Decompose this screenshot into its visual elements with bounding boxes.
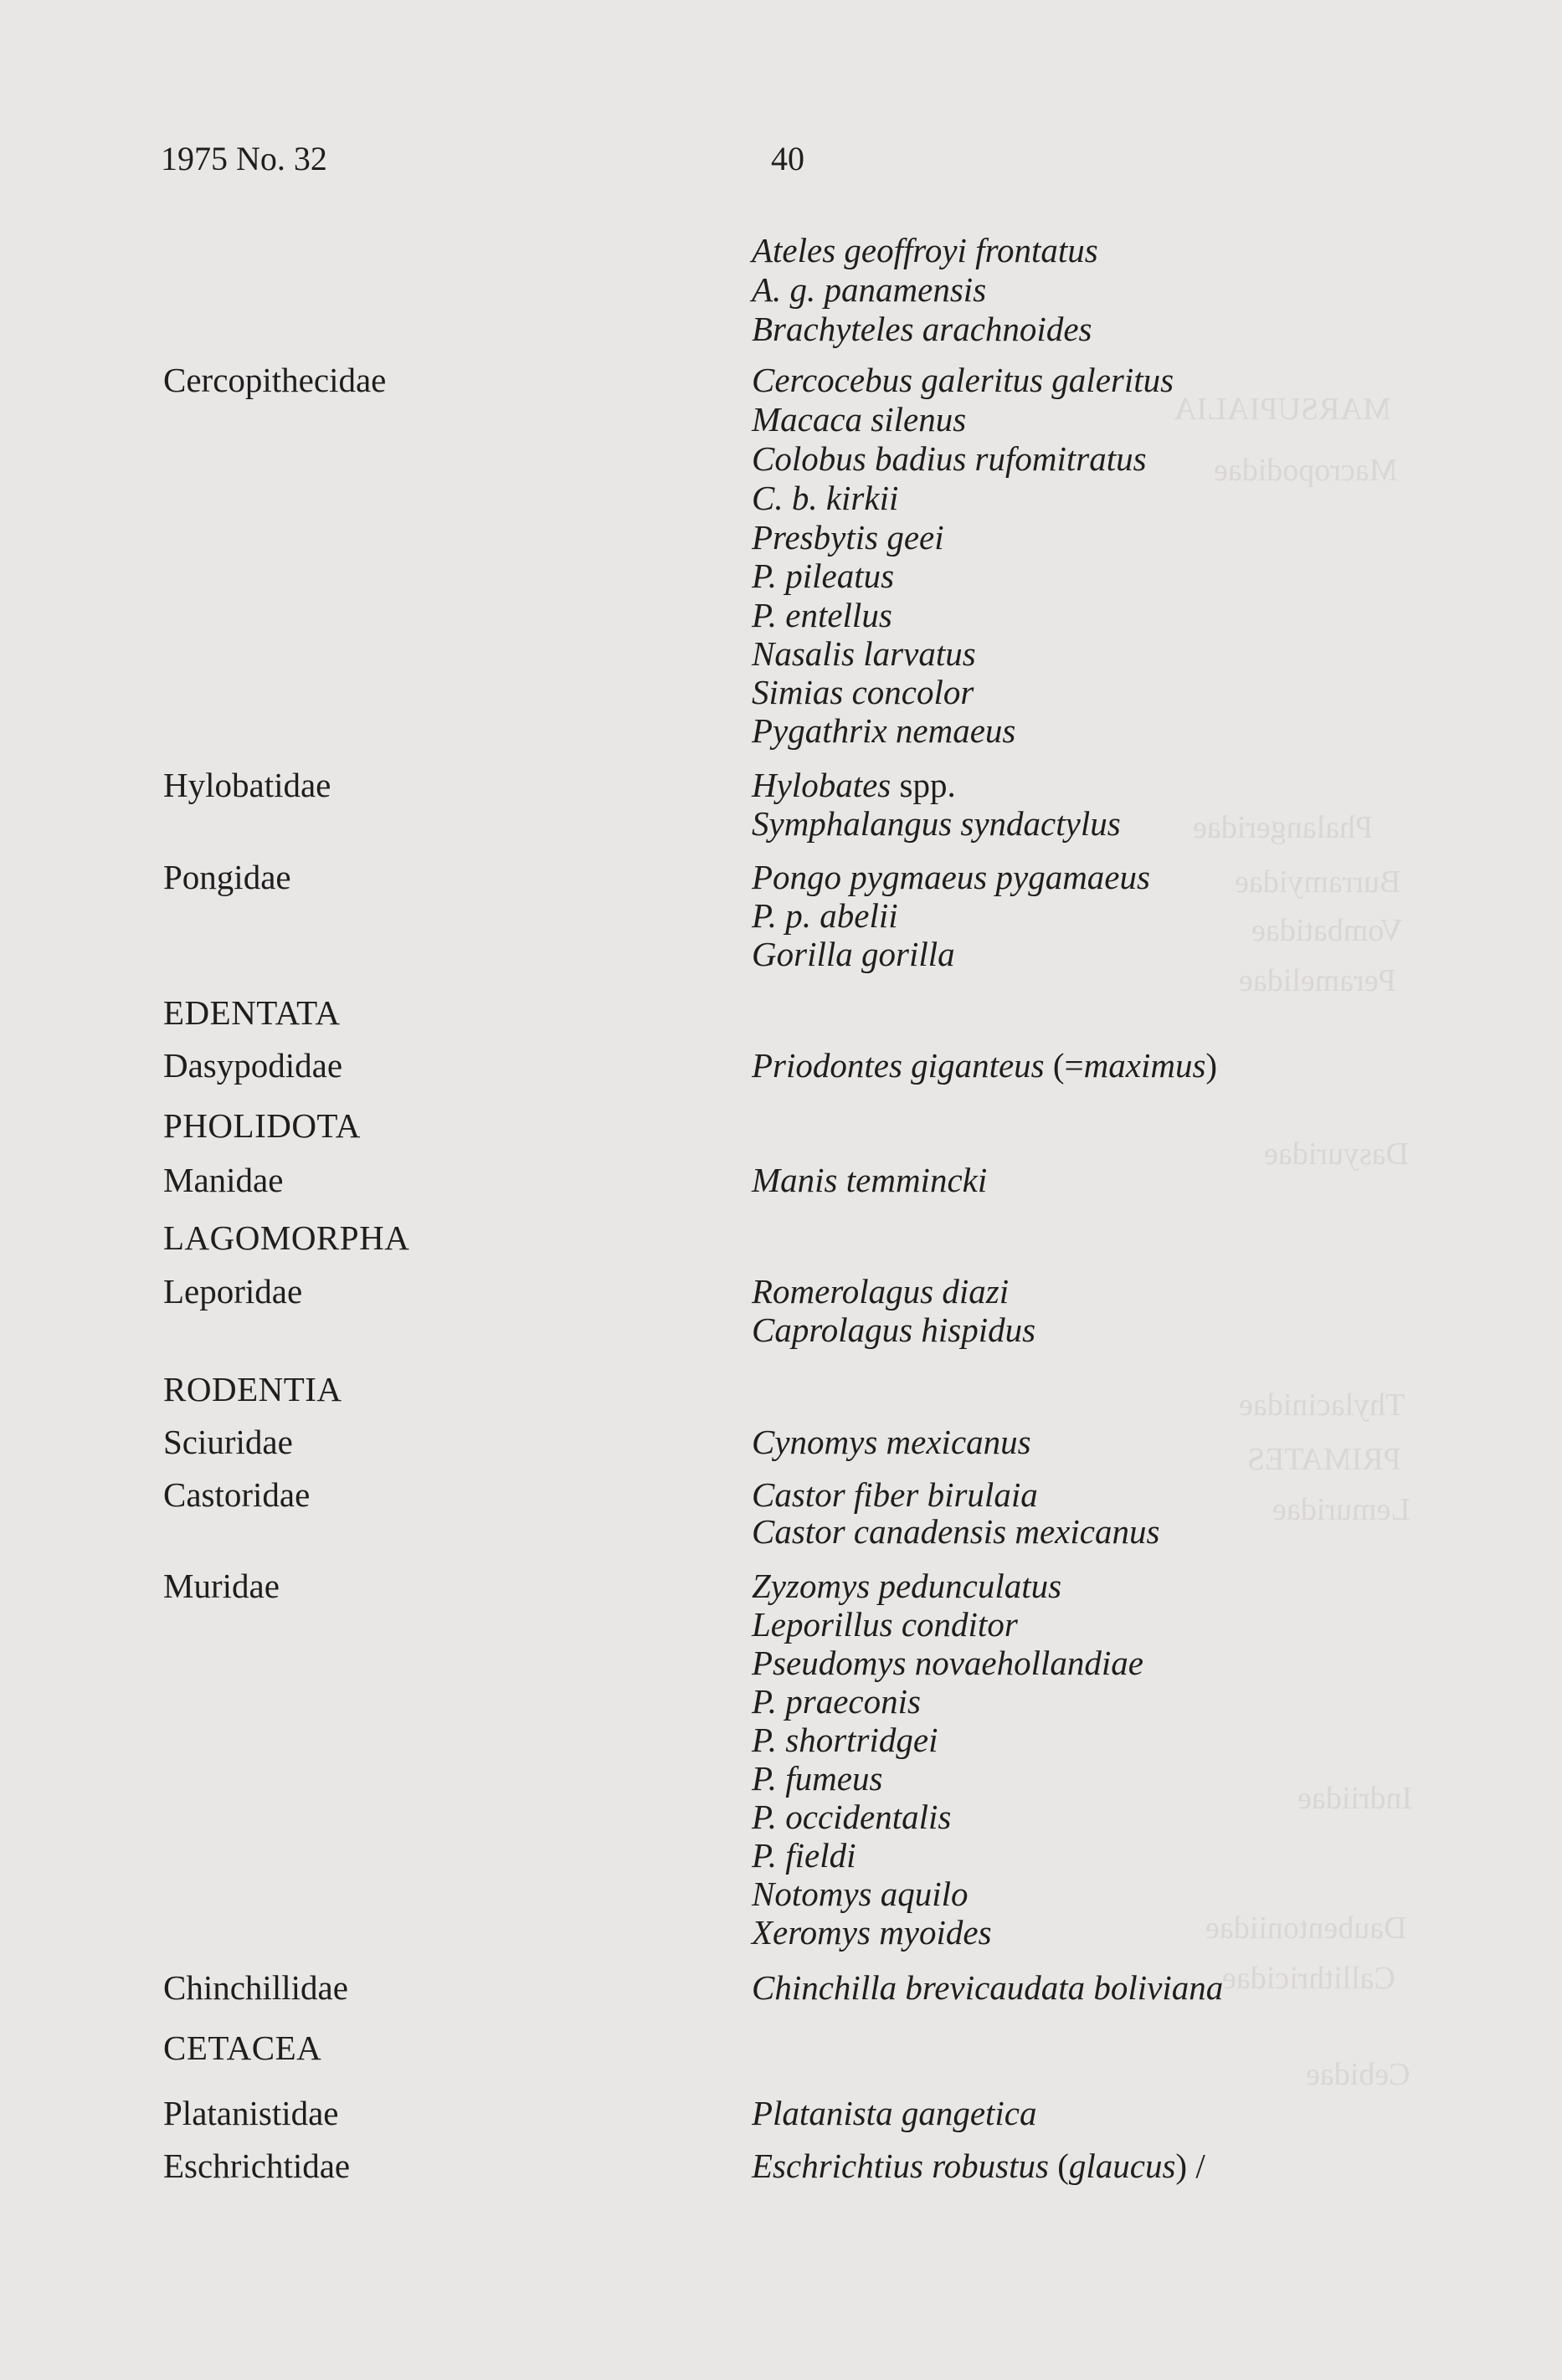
species-note: (= [1044, 1046, 1084, 1085]
species-synonym: maximus [1083, 1046, 1206, 1085]
family-label: Pongidae [163, 858, 291, 896]
species-binomial: Brachyteles arachnoides [752, 310, 1092, 348]
species-binomial: Platanista gangetica [752, 2094, 1037, 2132]
species-name [752, 1272, 1010, 1311]
show-through-label: Daubentoniidae [1205, 1911, 1407, 1946]
show-through-label: Burramyidae [1235, 864, 1401, 900]
family-label: Chinchillidae [163, 1968, 348, 2007]
show-through-label: Vombatidae [1251, 913, 1403, 948]
species-name [752, 1913, 992, 1952]
species-binomial: Symphalangus syndactylus [752, 804, 1121, 843]
show-through-label: Indriidae [1297, 1781, 1413, 1816]
show-through-label: Callithricidae [1222, 1961, 1395, 1996]
species-name [752, 804, 1121, 843]
species-name [752, 598, 892, 633]
species-binomial: Ateles geoffroyi frontatus [752, 231, 1098, 269]
species-binomial: P. pileatus [752, 557, 895, 595]
order-heading: PHOLIDOTA [163, 1106, 361, 1145]
family-label: Leporidae [163, 1272, 303, 1311]
species-binomial: Notomys aquilo [752, 1875, 969, 1913]
order-heading: RODENTIA [163, 1370, 342, 1408]
show-through-label: PRIMATES [1247, 1442, 1401, 1477]
show-through-label: Peramelidae [1239, 963, 1396, 998]
species-name [752, 1877, 969, 1911]
order-heading: LAGOMORPHA [163, 1218, 410, 1257]
species-name [752, 439, 1147, 478]
species-name [752, 937, 955, 972]
species-binomial: Pongo pygmaeus pygamaeus [752, 858, 1150, 896]
species-binomial: Chinchilla brevicaudata boliviana [752, 1968, 1224, 2007]
species-name [752, 1512, 1160, 1551]
species-name [752, 1723, 938, 1757]
species-binomial: P. praeconis [752, 1682, 921, 1721]
species-binomial: Gorilla gorilla [752, 935, 955, 973]
species-note: ( [1048, 2147, 1069, 2185]
issue-label: 1975 No. 32 [161, 140, 327, 177]
species-name [752, 1605, 1018, 1644]
species-binomial: P. p. abelii [752, 896, 898, 935]
species-binomial: A. g. panamensis [752, 270, 987, 309]
species-binomial: Romerolagus diazi [752, 1272, 1010, 1311]
species-name [752, 312, 1092, 346]
species-binomial: Presbytis geei [752, 518, 944, 557]
show-through-label: Lemuridae [1272, 1492, 1410, 1527]
show-through-label: MARSUPIALIA [1174, 392, 1391, 427]
order-heading: EDENTATA [163, 993, 341, 1032]
species-binomial: Cercocebus galeritus galeritus [752, 361, 1174, 399]
species-name [752, 481, 898, 515]
family-label: Sciuridae [163, 1423, 293, 1461]
show-through-label: Macropodidae [1214, 453, 1398, 488]
species-binomial: Manis temmincki [752, 1161, 988, 1199]
order-heading: CETACEA [163, 2029, 322, 2067]
species-name [752, 675, 974, 710]
species-name [752, 1682, 921, 1721]
family-label: Muridae [163, 1567, 280, 1605]
show-through-label: Phalangeridae [1193, 810, 1374, 845]
species-name [752, 1646, 1143, 1680]
species-binomial: Xeromys myoides [752, 1913, 992, 1952]
family-label: Hylobatidae [163, 766, 331, 804]
species-binomial: Castor fiber birulaia [752, 1475, 1038, 1514]
species-name [752, 1968, 1224, 2007]
species-binomial: P. fumeus [752, 1759, 883, 1798]
species-binomial: Priodontes giganteus [752, 1046, 1045, 1085]
species-note: spp. [891, 766, 956, 804]
species-name [752, 518, 944, 557]
species-note-close: ) [1205, 1046, 1218, 1085]
species-binomial: Caprolagus hispidus [752, 1311, 1036, 1349]
species-synonym: glaucus [1068, 2147, 1176, 2185]
species-binomial: P. entellus [752, 596, 892, 634]
species-binomial: C. b. kirkii [752, 479, 899, 517]
species-binomial: Eschrichtius robustus [752, 2147, 1049, 2185]
species-name [752, 634, 976, 673]
species-binomial: Leporillus conditor [752, 1605, 1018, 1644]
family-label: Eschrichtidae [163, 2147, 351, 2185]
family-label: Castoridae [163, 1475, 311, 1514]
species-note-close: ) / [1175, 2147, 1205, 2185]
species-name [752, 1046, 1218, 1085]
species-binomial: Nasalis larvatus [752, 634, 976, 673]
show-through-label: Dasyuridae [1264, 1136, 1410, 1172]
page-header [161, 140, 804, 177]
species-name [752, 1569, 1061, 1603]
species-name [752, 2149, 1205, 2183]
species-name [752, 233, 1098, 268]
page-number: 40 [771, 140, 804, 177]
species-name [752, 1313, 1035, 1347]
species-name [752, 1836, 856, 1875]
species-binomial: Simias concolor [752, 673, 974, 711]
species-binomial: Colobus badius rufomitratus [752, 439, 1147, 478]
species-binomial: Pygathrix nemaeus [752, 711, 1016, 750]
family-label: Manidae [163, 1161, 284, 1199]
species-name [752, 2096, 1037, 2131]
show-through-label: Cebidae [1306, 2057, 1410, 2092]
species-name [752, 1800, 951, 1834]
species-name [752, 711, 1016, 750]
species-binomial: P. fieldi [752, 1836, 856, 1875]
species-name [752, 363, 1174, 398]
species-name [752, 1759, 883, 1798]
species-name [752, 768, 956, 803]
species-binomial: P. shortridgei [752, 1721, 938, 1759]
species-binomial: P. occidentalis [752, 1798, 952, 1836]
species-name [752, 270, 987, 309]
species-name [752, 896, 898, 935]
species-name [752, 1163, 987, 1198]
species-name [752, 860, 1150, 895]
family-label: Dasypodidae [163, 1046, 343, 1085]
family-label: Platanistidae [163, 2094, 339, 2132]
species-name [752, 1475, 1038, 1514]
show-through-label: Thylacinidae [1239, 1387, 1405, 1423]
species-binomial: Macaca silenus [752, 400, 967, 439]
species-name [752, 1425, 1031, 1459]
species-binomial: Hylobates [752, 766, 891, 804]
species-binomial: Zyzomys pedunculatus [752, 1567, 1062, 1605]
species-binomial: Pseudomys novaehollandiae [752, 1644, 1143, 1682]
species-binomial: Castor canadensis mexicanus [752, 1512, 1160, 1551]
species-name [752, 400, 967, 439]
species-name [752, 559, 894, 593]
family-label: Cercopithecidae [163, 361, 387, 399]
species-binomial: Cynomys mexicanus [752, 1423, 1031, 1461]
